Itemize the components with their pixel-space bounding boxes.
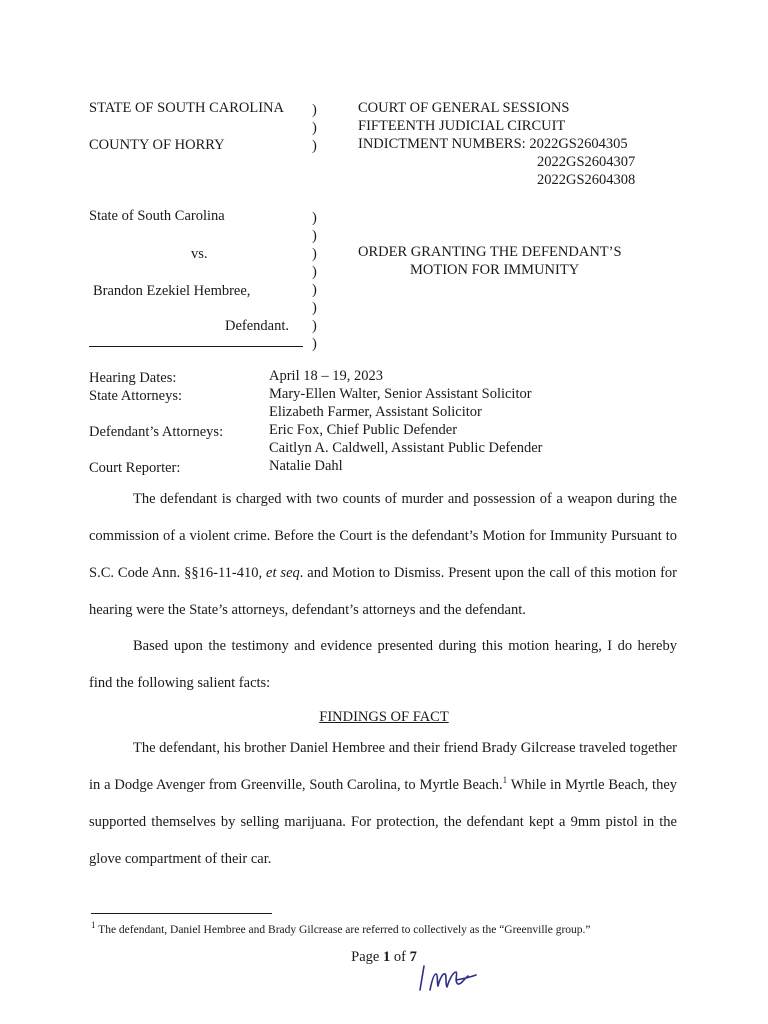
order-title: MOTION FOR IMMUNITY <box>410 262 580 278</box>
court-name: COURT OF GENERAL SESSIONS <box>358 100 570 116</box>
footnote-rule <box>91 913 272 914</box>
plaintiff-name: State of South Carolina <box>89 208 225 224</box>
paragraph-facts <box>89 730 677 878</box>
footnote-text: The defendant, Daniel Hembree and Brady Gilcrease are referred to collectively as the “Greenville group.” <box>95 924 591 936</box>
caption-rule <box>89 346 303 347</box>
caption-paren: ) <box>312 300 317 316</box>
defendant-label: Defendant. <box>225 318 290 334</box>
findings-heading: FINDINGS OF FACT <box>319 709 449 725</box>
defendant-attorneys-label: Defendant’s Attorneys: <box>89 424 224 440</box>
caption-paren: ) <box>312 210 317 226</box>
versus: vs. <box>191 246 208 262</box>
page-label: Page <box>351 949 383 965</box>
hearing-dates-value: April 18 – 19, 2023 <box>269 368 383 384</box>
footnote-marker: 1 <box>91 920 96 931</box>
handwritten-initials <box>418 960 482 996</box>
state-attorney: Mary-Ellen Walter, Senior Assistant Solicitor <box>269 386 532 402</box>
paragraph-text: Based upon the testimony and evidence presented during this motion hearing, I do hereby find the following salient facts: <box>89 638 677 691</box>
court-reporter-label: Court Reporter: <box>89 460 181 476</box>
caption-paren: ) <box>312 336 317 352</box>
paragraph-text: The defendant is charged with two counts of murder and possession of a weapon during the commission of a violent crime. Before the Court is the defendant’s Motion for Immunity Pursuant to S.C. Code Ann. §§16-11-410, <box>89 491 677 581</box>
footnote-ref: 1 <box>502 775 508 786</box>
page-number <box>0 948 768 966</box>
state-attorneys-label: State Attorneys: <box>89 388 183 404</box>
caption-paren: ) <box>312 318 317 334</box>
defendant-attorney: Eric Fox, Chief Public Defender <box>269 422 458 438</box>
footnote <box>91 921 591 939</box>
defendant-name: Brandon Ezekiel Hembree, <box>93 283 251 299</box>
italic-text: et seq <box>266 565 300 581</box>
paragraph-text: The defendant, his brother Daniel Hembree and their friend Brady Gilcrease traveled together in a Dodge Avenger from Greenville, South Carolina, to Myrtle Beach. <box>89 740 677 793</box>
paragraph-findings-intro <box>89 628 677 702</box>
paragraph-charges <box>89 481 677 629</box>
county-caption: COUNTY OF HORRY <box>89 137 225 153</box>
state-caption: STATE OF SOUTH CAROLINA <box>89 100 284 116</box>
defendant-attorney: Caitlyn A. Caldwell, Assistant Public Defender <box>269 440 543 456</box>
caption-paren: ) <box>312 102 317 118</box>
order-title: ORDER GRANTING THE DEFENDANT’S <box>358 244 622 260</box>
state-attorney: Elizabeth Farmer, Assistant Solicitor <box>269 404 482 420</box>
indictment-numbers: INDICTMENT NUMBERS: 2022GS2604305 <box>358 136 628 152</box>
caption-paren: ) <box>312 246 317 262</box>
indictment-number: 2022GS2604308 <box>537 172 636 188</box>
circuit-name: FIFTEENTH JUDICIAL CIRCUIT <box>358 118 566 134</box>
page-total: 7 <box>409 949 417 965</box>
caption-paren: ) <box>312 120 317 136</box>
caption-paren: ) <box>312 264 317 280</box>
hearing-dates-label: Hearing Dates: <box>89 370 177 386</box>
caption-paren: ) <box>312 138 317 154</box>
page-label: of <box>390 949 410 965</box>
paragraph-text: . and Motion to Dismiss. Present upon the call of this motion for hearing were the State’s attorneys, defendant’s attorneys and the defendant. <box>89 565 677 618</box>
page-current: 1 <box>382 949 391 965</box>
court-reporter-value: Natalie Dahl <box>269 458 343 474</box>
caption-paren: ) <box>312 228 317 244</box>
indictment-number: 2022GS2604307 <box>537 154 636 170</box>
paragraph-text: While in Myrtle Beach, they supported themselves by selling marijuana. For protection, the defendant kept a 9mm pistol in the glove compartment of their car. <box>89 777 677 867</box>
caption-paren: ) <box>312 282 317 298</box>
